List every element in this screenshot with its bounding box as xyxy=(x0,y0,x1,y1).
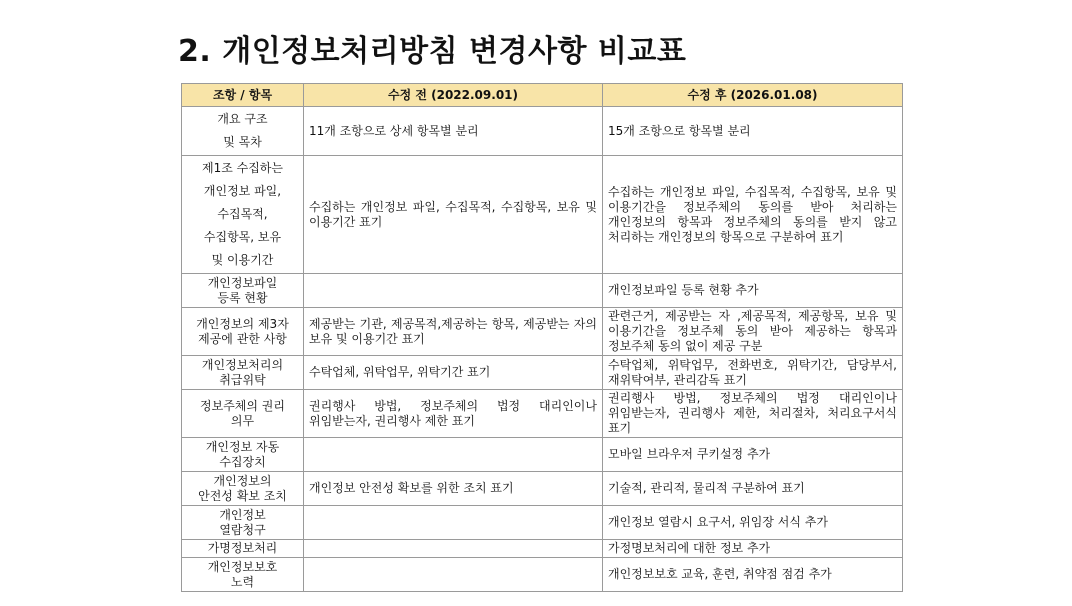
table-header-row xyxy=(182,84,903,107)
row-after-text: 가정명보처리에 대한 정보 추가 xyxy=(603,540,903,558)
row-item-label: 개인정보 자동 수집장치 xyxy=(182,438,304,472)
table-row xyxy=(182,540,903,558)
row-after-text: 수탁업체, 위탁업무, 전화번호, 위탁기간, 담당부서, 재위탁여부, 관리감독 표기 xyxy=(603,356,903,390)
row-before-text: 개인정보 안전성 확보를 위한 조치 표기 xyxy=(304,472,603,506)
row-item-label: 정보주체의 권리 의무 xyxy=(182,390,304,438)
row-after-text: 개인정보보호 교육, 훈련, 취약점 점검 추가 xyxy=(603,558,903,592)
row-before-text xyxy=(304,274,603,308)
table-row xyxy=(182,390,903,438)
row-before-text: 11개 조항으로 상세 항목별 분리 xyxy=(304,107,603,156)
row-item-label: 개인정보보호 노력 xyxy=(182,558,304,592)
row-before-text xyxy=(304,438,603,472)
table-row xyxy=(182,472,903,506)
row-before-text: 권리행사 방법, 정보주체의 법정 대리인이나 위임받는자, 권리행사 제한 표기 xyxy=(304,390,603,438)
column-header-item: 조항 / 항목 xyxy=(182,84,304,107)
table-row xyxy=(182,308,903,356)
table-row xyxy=(182,438,903,472)
row-after-text: 수집하는 개인정보 파일, 수집목적, 수집항목, 보유 및 이용기간을 정보주체의 동의를 받아 처리하는 개인정보의 항목과 정보주체의 동의를 받지 않고 처리하는 개인정보의 항목으로 구분하여 표기 xyxy=(603,156,903,274)
row-after-text: 개인정보 열람시 요구서, 위임장 서식 추가 xyxy=(603,506,903,540)
table-header xyxy=(182,84,903,107)
row-item-label: 개인정보의 제3자 제공에 관한 사항 xyxy=(182,308,304,356)
table-row xyxy=(182,506,903,540)
table-row xyxy=(182,558,903,592)
row-after-text: 관련근거, 제공받는 자 ,제공목적, 제공항목, 보유 및 이용기간을 정보주체 동의 받아 제공하는 항목과 정보주체 동의 없이 제공 구분 xyxy=(603,308,903,356)
row-item-label: 개인정보의 안전성 확보 조치 xyxy=(182,472,304,506)
table-body xyxy=(182,107,903,592)
row-item-label: 가명정보처리 xyxy=(182,540,304,558)
table-row xyxy=(182,356,903,390)
row-after-text: 15개 조항으로 항목별 분리 xyxy=(603,107,903,156)
row-before-text xyxy=(304,558,603,592)
row-item-label: 개요 구조 및 목차 xyxy=(182,107,304,156)
row-before-text xyxy=(304,540,603,558)
row-item-label: 개인정보 열람청구 xyxy=(182,506,304,540)
column-header-after: 수정 후 (2026.01.08) xyxy=(603,84,903,107)
row-before-text: 수집하는 개인정보 파일, 수집목적, 수집항목, 보유 및 이용기간 표기 xyxy=(304,156,603,274)
table-row xyxy=(182,274,903,308)
table-row xyxy=(182,107,903,156)
row-before-text xyxy=(304,506,603,540)
row-item-label: 제1조 수집하는 개인정보 파일, 수집목적, 수집항목, 보유 및 이용기간 xyxy=(182,156,304,274)
row-after-text: 권리행사 방법, 정보주체의 법정 대리인이나 위임받는자, 권리행사 제한, 처리절차, 처리요구서식 표기 xyxy=(603,390,903,438)
row-after-text: 기술적, 관리적, 물리적 구분하여 표기 xyxy=(603,472,903,506)
row-before-text: 제공받는 기관, 제공목적,제공하는 항목, 제공받는 자의 보유 및 이용기간 표기 xyxy=(304,308,603,356)
comparison-table xyxy=(181,83,903,592)
row-after-text: 모바일 브라우저 쿠키설정 추가 xyxy=(603,438,903,472)
table-row xyxy=(182,156,903,274)
row-before-text: 수탁업체, 위탁업무, 위탁기간 표기 xyxy=(304,356,603,390)
row-item-label: 개인정보파일 등록 현황 xyxy=(182,274,304,308)
page-title: 2. 개인정보처리방침 변경사항 비교표 xyxy=(178,34,687,69)
column-header-before: 수정 전 (2022.09.01) xyxy=(304,84,603,107)
row-item-label: 개인정보처리의 취급위탁 xyxy=(182,356,304,390)
row-after-text: 개인정보파일 등록 현황 추가 xyxy=(603,274,903,308)
